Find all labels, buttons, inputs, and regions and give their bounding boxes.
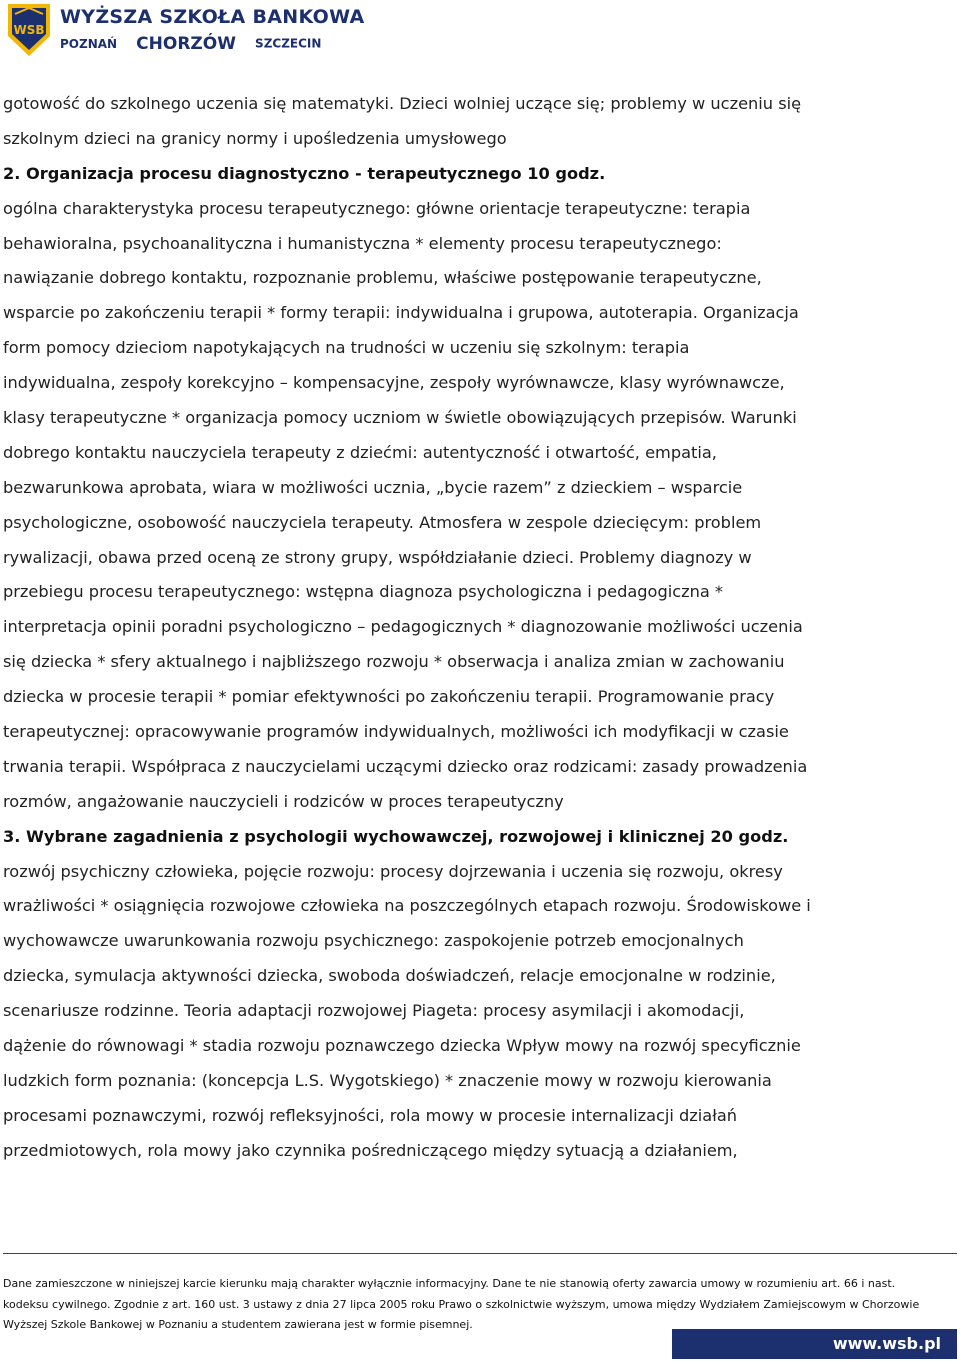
body-line: wychowawcze uwarunkowania rozwoju psychicznego: zaspokojenie potrzeb emocjonalnych — [3, 931, 744, 951]
body-line: wrażliwości * osiągnięcia rozwojowe człowieka na poszczególnych etapach rozwoju. Środowiskowe i — [3, 896, 811, 916]
website-banner[interactable] — [672, 1329, 957, 1359]
body-line: dziecka w procesie terapii * pomiar efektywności po zakończeniu terapii. Programowanie pracy — [3, 687, 775, 707]
body-line: psychologiczne, osobowość nauczyciela terapeuty. Atmosfera w zespole dziecięcym: problem — [3, 512, 762, 532]
body-line: behawioralna, psychoanalityczna i humanistyczna * elementy procesu terapeutycznego: — [3, 233, 722, 253]
body-line: przedmiotowych, rola mowy jako czynnika pośredniczącego między sytuacją a działaniem, — [3, 1140, 738, 1160]
city-szczecin: SZCZECIN — [255, 36, 322, 51]
page-header — [0, 0, 960, 62]
body-line: procesami poznawczymi, rozwój refleksyjności, rola mowy w procesie internalizacji działań — [3, 1105, 737, 1125]
brand-name: WYŻSZA SZKOŁA BANKOWA — [60, 6, 365, 28]
body-line: terapeutycznej: opracowywanie programów indywidualnych, możliwości ich modyfikacji w czasie — [3, 722, 789, 742]
city-list — [60, 33, 365, 54]
footer-line: Dane zamieszczone w niniejszej karcie kierunku mają charakter wyłącznie informacyjny. Dane te nie stanowią oferty zawarcia umowy w rozumieniu art. 66 i nast. — [3, 1277, 896, 1290]
body-line: rozwój psychiczny człowieka, pojęcie rozwoju: procesy dojrzewania i uczenia się rozwoju, okresy — [3, 861, 783, 881]
body-line: nawiązanie dobrego kontaktu, rozpoznanie problemu, właściwe postępowanie terapeutyczne, — [3, 268, 762, 288]
section-heading: 2. Organizacja procesu diagnostyczno - terapeutycznego 10 godz. — [3, 163, 606, 183]
city-poznan: POZNAŃ — [60, 36, 118, 51]
body-line: interpretacja opinii poradni psychologiczno – pedagogicznych * diagnozowanie możliwości uczenia — [3, 617, 803, 637]
city-chorzow: CHORZÓW — [136, 33, 236, 54]
document-body — [3, 87, 957, 1169]
body-line: form pomocy dzieciom napotykających na trudności w uczeniu się szkolnym: terapia — [3, 338, 690, 358]
footer-line: Wyższej Szkole Bankowej w Poznaniu a studentem zawierana jest w formie pisemnej. — [3, 1318, 473, 1331]
footer-line: kodeksu cywilnego. Zgodnie z art. 160 ust. 3 ustawy z dnia 27 lipca 2005 roku Prawo o szkolnictwie wyższym, umowa między Wydziałem Zamiejscowym w Chorzowie — [3, 1297, 920, 1311]
body-line: ludzkich form poznania: (koncepcja L.S. Wygotskiego) * znaczenie mowy w rozwoju kierowania — [3, 1070, 772, 1090]
body-line: trwania terapii. Współpraca z nauczycielami uczącymi dziecko oraz rodzicami: zasady prowadzenia — [3, 756, 808, 776]
website-link[interactable]: www.wsb.pl — [832, 1334, 941, 1353]
section-heading: 3. Wybrane zagadnienia z psychologii wychowawczej, rozwojowej i klinicznej 20 godz. — [3, 826, 789, 846]
footer-disclaimer — [3, 1274, 957, 1336]
body-line: szkolnym dzieci na granicy normy i upośledzenia umysłowego — [3, 128, 507, 148]
wsb-logo-icon — [6, 2, 52, 58]
body-line: dążenie do równowagi * stadia rozwoju poznawczego dziecka Wpływ mowy na rozwój specyficznie — [3, 1036, 801, 1056]
footer-divider — [3, 1253, 957, 1254]
logo-text: WSB — [13, 23, 45, 37]
body-line: gotowość do szkolnego uczenia się matematyki. Dzieci wolniej uczące się; problemy w uczeniu się — [3, 94, 802, 113]
body-line: ogólna charakterystyka procesu terapeutycznego: główne orientacje terapeutyczne: terapia — [3, 198, 751, 218]
body-line: scenariusze rodzinne. Teoria adaptacji rozwojowej Piageta: procesy asymilacji i akomodacji, — [3, 1001, 745, 1021]
body-line: klasy terapeutyczne * organizacja pomocy uczniom w świetle obowiązujących przepisów. Warunki — [3, 408, 797, 428]
body-line: bezwarunkowa aprobata, wiara w możliwości ucznia, „bycie razem” z dzieckiem – wsparcie — [3, 477, 743, 497]
body-line: się dziecka * sfery aktualnego i najbliższego rozwoju * obserwacja i analiza zmian w zachowaniu — [3, 652, 785, 672]
brand — [60, 6, 365, 54]
body-line: rywalizacji, obawa przed oceną ze strony grupy, współdziałanie dzieci. Problemy diagnozy w — [3, 547, 752, 567]
body-line: indywidualna, zespoły korekcyjno – kompensacyjne, zespoły wyrównawcze, klasy wyrównawcze, — [3, 373, 785, 393]
body-line: wsparcie po zakończeniu terapii * formy terapii: indywidualna i grupowa, autoterapia. Organizacja — [3, 303, 799, 323]
body-line: dobrego kontaktu nauczyciela terapeuty z dziećmi: autentyczność i otwartość, empatia, — [3, 442, 717, 462]
body-line: dziecka, symulacja aktywności dziecka, swoboda doświadczeń, relacje emocjonalne w rodzinie, — [3, 966, 776, 986]
body-line: rozmów, angażowanie nauczycieli i rodziców w proces terapeutyczny — [3, 791, 564, 811]
body-line: przebiegu procesu terapeutycznego: wstępna diagnoza psychologiczna i pedagogiczna * — [3, 582, 724, 602]
